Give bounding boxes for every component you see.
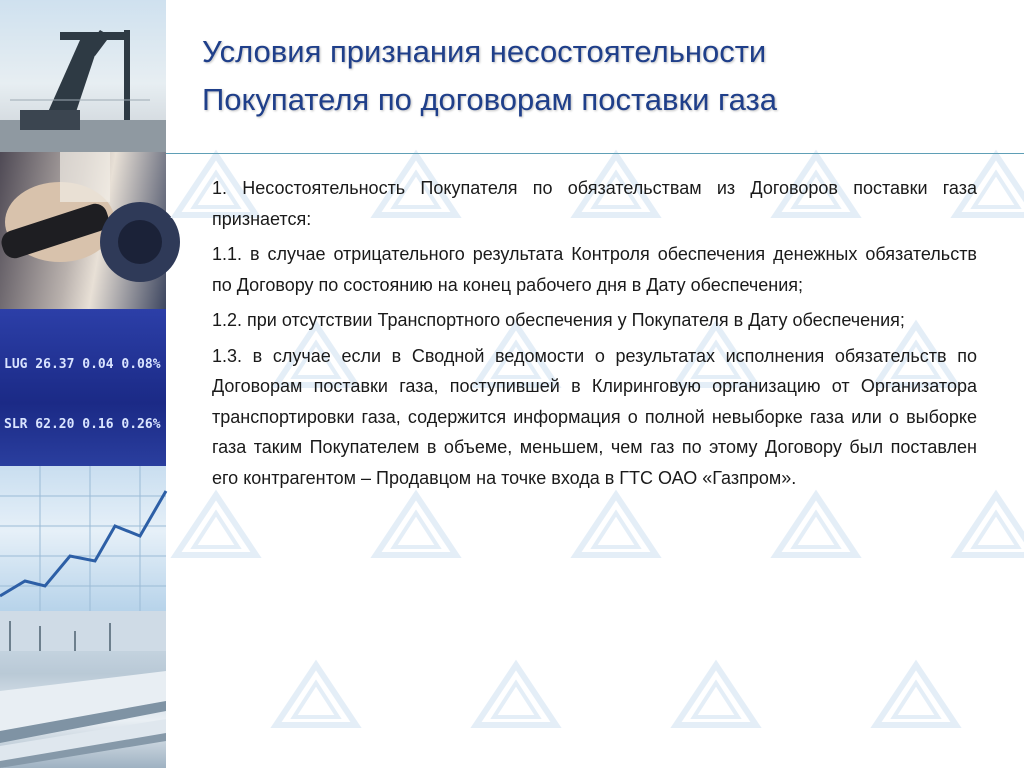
paragraph-1-1: 1.1. в случае отрицательного результата Контроля обеспечения денежных обязательств по Договору по состоянию на конец рабочего дня в Дату обеспечения;	[212, 244, 977, 295]
slide-title	[202, 28, 1002, 124]
fuel-nozzle-photo	[0, 152, 166, 309]
paragraph-1: 1. Несостоятельность Покупателя по обязательствам из Договоров поставки газа признается:	[212, 178, 977, 229]
title-line-1: Условия признания несостоятельности	[202, 34, 767, 69]
slide-body	[212, 173, 977, 498]
chart-graph-photo	[0, 466, 166, 611]
stock-ticker-photo: LUG 26.37 0.04 0.08% SLR 62.20 0.16 0.26%	[0, 309, 166, 466]
paragraph-1-3: 1.3. в случае если в Сводной ведомости о результатах исполнения обязательств по Договорам поставки газа, поступившей в Клиринговую организацию от Организатора транспортировки газа, содержится информация о полной невыборке газа или о выборке газа таким Покупателем в объеме, меньшем, чем газ по этому Договору был поставлен его контрагентом – Продавцом на точке входа в ГТС ОАО «Газпром».	[212, 345, 977, 488]
pipeline-photo	[0, 611, 166, 768]
oil-pump-photo	[0, 0, 166, 152]
paragraph-1-2: 1.2. при отсутствии Транспортного обеспечения у Покупателя в Дату обеспечения;	[212, 310, 905, 330]
left-image-strip	[0, 0, 166, 768]
title-divider	[166, 153, 1024, 154]
title-line-2: Покупателя по договорам поставки газа	[202, 82, 777, 117]
